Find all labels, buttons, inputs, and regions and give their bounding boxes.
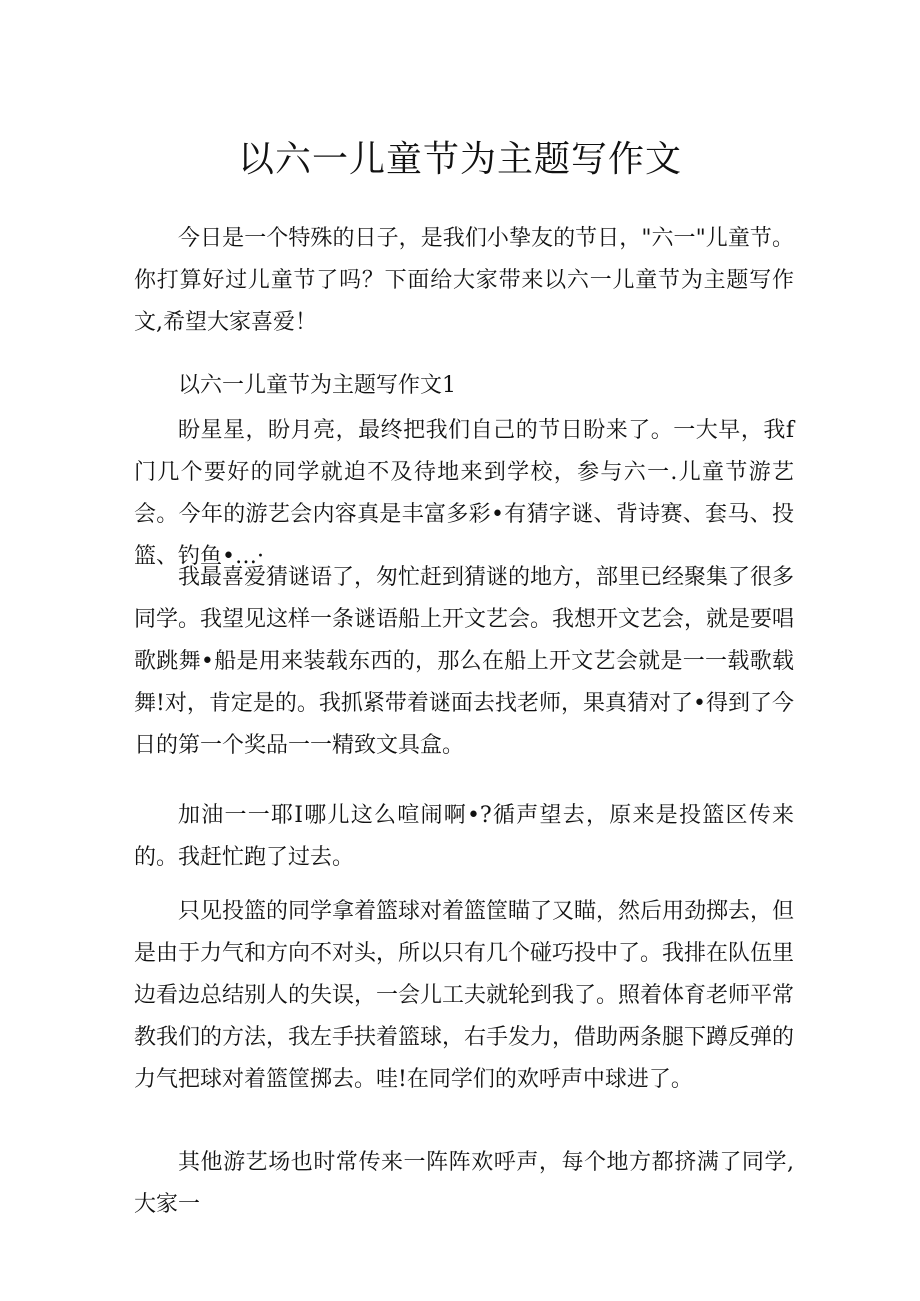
intro-paragraph: 今日是一个特殊的日子，是我们小挚友的节日，"六一"儿童节。你打算好过儿童节了吗？下面给大家带来以六一儿童节为主题写作文,希望大家喜爱！ bbox=[134, 226, 794, 335]
body-paragraph: 其他游艺场也时常传来一阵阵欢呼声，每个地方都挤满了同学,大家一 bbox=[134, 1150, 794, 1217]
body-paragraph: 只见投篮的同学拿着篮球对着篮筐瞄了又瞄，然后用劲掷去，但是由于力气和方向不对头，所以只有几个碰巧投中了。我排在队伍里边看边总结别人的失误，一会儿工夫就轮到我了。照着体育老师平常教我们的方法，我左手扶着篮球，右手发力，借助两条腿下蹲反弹的力气把球对着篮筐掷去。哇!在同学们的欢呼声中球进了。 bbox=[134, 899, 795, 1092]
body-paragraph: 盼星星，盼月亮，最终把我们自己的节日盼来了。一大早，我f门几个要好的同学就迫不及待地来到学校，参与六一.儿童节游艺会。今年的游艺会内容真是丰富多彩•有猜字谜、背诗赛、套马、投篮、钓鱼•…· bbox=[134, 418, 794, 569]
document-title: 以六一儿童节为主题写作文 bbox=[237, 139, 682, 180]
essay-subtitle: 以六一儿童节为主题写作文1 bbox=[178, 373, 456, 398]
body-paragraph: 加油一一耶I哪儿这么喧闹啊•?循声望去，原来是投篮区传来的。我赶忙跑了过去。 bbox=[134, 803, 794, 870]
body-paragraph: 我最喜爱猜谜语了，匆忙赶到猜谜的地方，部里已经聚集了很多同学。我望见这样一条谜语船上开文艺会。我想开文艺会，就是要唱歌跳舞•船是用来装载东西的，那么在船上开文艺会就是一一载歌载舞!对，肯定是的。我抓紧带着谜面去找老师，果真猜对了•得到了今日的第一个奖品一一精致文具盒。 bbox=[134, 565, 795, 758]
